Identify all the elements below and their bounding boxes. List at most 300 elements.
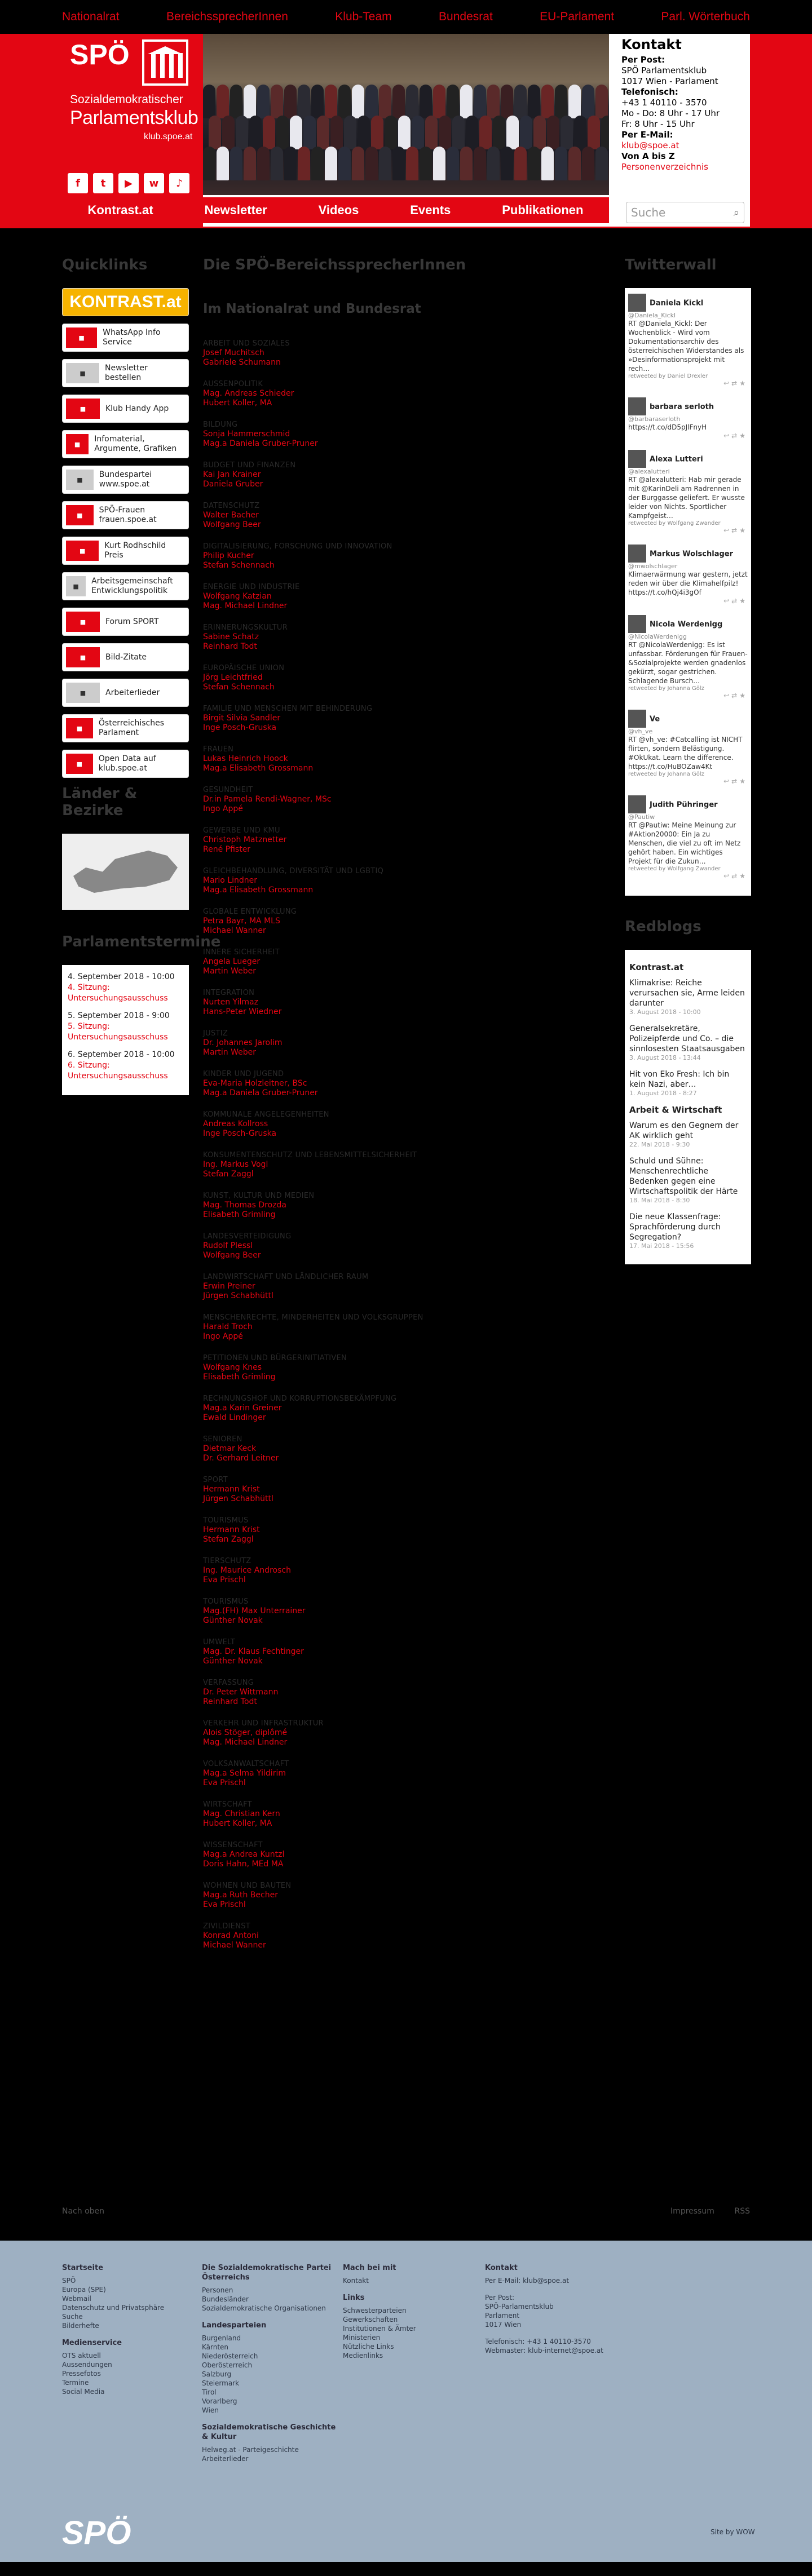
quicklink-item[interactable] <box>62 750 189 778</box>
footer-link[interactable]: Helweg.at - Parteigeschichte <box>202 2446 299 2454</box>
spokesperson-link[interactable]: Eva-Maria Holzleitner, BSc <box>203 1079 307 1088</box>
reply-icon[interactable]: ↩ <box>723 872 732 880</box>
spokesperson-link[interactable]: Gabriele Schumann <box>203 358 281 367</box>
footer-link[interactable]: Europa (SPE) <box>62 2286 106 2294</box>
youtube-icon[interactable]: ▶ <box>118 173 139 193</box>
tweet-item <box>628 397 748 440</box>
tweet-handle[interactable]: @vh_ve <box>628 728 653 735</box>
like-icon[interactable]: ★ <box>739 872 748 880</box>
spokesperson-link[interactable]: Stefan Zaggl <box>203 1535 254 1544</box>
footer-heading[interactable]: Kontakt <box>485 2264 518 2272</box>
tweet-text: https://t.co/dD5pJlFnyH <box>628 423 707 431</box>
spokesperson-link[interactable]: Angela Lueger <box>203 957 261 966</box>
like-icon[interactable]: ★ <box>739 432 748 440</box>
footer-link[interactable]: Arbeiterlieder <box>202 2455 249 2463</box>
spokesperson-link[interactable]: Mag.a Andrea Kuntzl <box>203 1850 285 1859</box>
spokesperson-link[interactable]: Mag. Christian Kern <box>203 1809 280 1818</box>
quicklink-label: Open Data auf klub.spoe.at <box>98 754 156 773</box>
redblog-post-link[interactable]: Schuld und Sühne: Menschenrechtliche Bedenken gegen eine Wirtschaftspolitik der Härte <box>629 1157 738 1196</box>
quicklink-label: Bundespartei www.spoe.at <box>99 470 152 489</box>
footer-link[interactable]: SPÖ-Parlamentsklub <box>485 2303 554 2311</box>
spokesperson-link[interactable]: Mag.a Selma Yildirim <box>203 1769 286 1778</box>
reply-icon[interactable]: ↩ <box>723 379 732 387</box>
like-icon[interactable]: ★ <box>739 692 748 700</box>
topnav-klub-team[interactable]: Klub-Team <box>335 10 392 23</box>
spokesperson-link[interactable]: Hermann Krist <box>203 1485 260 1494</box>
avatar[interactable] <box>628 397 646 415</box>
reply-icon[interactable]: ↩ <box>723 526 732 534</box>
quicklink-item[interactable] <box>62 501 189 529</box>
termin-text[interactable]: 6. Sitzung: Untersuchungsausschuss <box>68 1061 168 1081</box>
footer-link[interactable]: Telefonisch: +43 1 40110-3570 <box>485 2338 591 2345</box>
spokesperson-link[interactable]: Erwin Preiner <box>203 1282 255 1291</box>
footer-link[interactable]: Salzburg <box>202 2370 232 2378</box>
spokesperson-link[interactable]: Eva Prischl <box>203 1575 246 1584</box>
area-category: FRAUEN <box>203 745 234 754</box>
area-category: TOURISMUS <box>203 1516 249 1525</box>
quicklink-item[interactable] <box>62 430 189 458</box>
search-placeholder: Suche <box>631 206 666 219</box>
kontakt-tel[interactable]: +43 1 40110 - 3570 <box>621 98 707 108</box>
area-block <box>203 1232 575 1260</box>
retweet-icon[interactable]: ⇄ <box>731 777 740 785</box>
area-category: WOHNEN UND BAUTEN <box>203 1882 292 1890</box>
spokesperson-link[interactable]: Martin Weber <box>203 1048 257 1057</box>
retweet-icon[interactable]: ⇄ <box>731 692 740 700</box>
tweet-item <box>628 450 748 534</box>
tweet-handle[interactable]: @alexalutteri <box>628 468 670 475</box>
spokesperson-link[interactable]: Günther Novak <box>203 1657 263 1666</box>
quicklink-label: Arbeitsgemeinschaft Entwicklungspolitik <box>91 577 173 595</box>
avatar[interactable] <box>628 545 646 563</box>
redblog-post-date: 18. Mai 2018 - 8:30 <box>629 1197 690 1204</box>
footer-link[interactable]: Pressefotos <box>62 2370 101 2378</box>
spokesperson-link[interactable]: Jürgen Schabhüttl <box>203 1494 273 1503</box>
spokesperson-link[interactable]: Wolfgang Knes <box>203 1363 262 1372</box>
spokesperson-link[interactable]: Hans-Peter Wiedner <box>203 1007 282 1016</box>
footer-link[interactable]: Aussendungen <box>62 2361 112 2369</box>
area-category: VERKEHR UND INFRASTRUKTUR <box>203 1719 324 1728</box>
spokesperson-link[interactable]: Michael Wanner <box>203 1941 266 1950</box>
quicklink-label: Arbeiterlieder <box>105 688 160 697</box>
group-icon: ■ <box>66 576 86 596</box>
area-block <box>203 1475 575 1504</box>
like-icon[interactable]: ★ <box>739 379 748 387</box>
topnav-bereichssprecher[interactable]: BereichssprecherInnen <box>166 10 288 23</box>
spokesperson-link[interactable]: Jörg Leichtfried <box>203 673 263 682</box>
spokesperson-link[interactable]: Jürgen Schabhüttl <box>203 1291 273 1300</box>
spokesperson-link[interactable]: Wolfgang Beer <box>203 1251 261 1260</box>
area-block <box>203 948 575 976</box>
area-category: RECHNUNGSHOF UND KORRUPTIONSBEKÄMPFUNG <box>203 1395 397 1403</box>
footer-heading[interactable]: Medienservice <box>62 2339 122 2347</box>
spokesperson-link[interactable]: Wolfgang Katzian <box>203 592 272 601</box>
redblog-section-title[interactable]: Arbeit & Wirtschaft <box>629 1105 722 1115</box>
main-content <box>0 228 812 2241</box>
spokesperson-link[interactable]: Stefan Zaggl <box>203 1170 254 1179</box>
spokesperson-link[interactable]: Martin Weber <box>203 967 257 976</box>
rss-link[interactable]: RSS <box>734 2207 750 2216</box>
tweet-author[interactable]: Daniela Kickl <box>650 299 704 308</box>
quicklink-label: Newsletter bestellen <box>105 364 148 382</box>
area-block <box>203 988 575 1017</box>
quicklink-item[interactable] <box>62 679 189 707</box>
termin-item[interactable] <box>68 1011 183 1043</box>
spokesperson-link[interactable]: Ing. Maurice Androsch <box>203 1566 291 1575</box>
search-icon[interactable]: ⌕ <box>733 206 739 219</box>
redblog-post-date: 22. Mai 2018 - 9:30 <box>629 1141 690 1148</box>
quicklink-label: Infomaterial, Argumente, Grafiken <box>94 435 177 453</box>
quicklink-item[interactable] <box>62 608 189 636</box>
spokesperson-link[interactable]: Mag. Andreas Schieder <box>203 389 294 398</box>
redblog-post-link[interactable]: Generalsekretäre, Polizeipferde und Co. – die sinnlosesten Staatsausgaben <box>629 1024 745 1054</box>
quicklink-label: WhatsApp Info Service <box>103 328 161 347</box>
footer-link[interactable]: Per Post: <box>485 2294 515 2301</box>
footer-link[interactable]: Parlament <box>485 2312 520 2320</box>
footer-link[interactable]: Burgenland <box>202 2334 241 2342</box>
kontakt-mail-link[interactable]: klub@spoe.at <box>621 140 679 151</box>
spokesperson-link[interactable]: Nurten Yilmaz <box>203 998 258 1007</box>
quicklink-kontrast[interactable] <box>62 288 189 316</box>
termin-item[interactable] <box>68 972 183 1004</box>
topnav-woerterbuch[interactable]: Parl. Wörterbuch <box>661 10 750 23</box>
spokesperson-link[interactable]: Walter Bacher <box>203 511 259 520</box>
termin-item[interactable] <box>68 1050 183 1082</box>
kontakt-post-1: SPÖ Parlamentsklub <box>621 65 707 76</box>
footer-link[interactable]: Datenschutz und Privatsphäre <box>62 2304 165 2312</box>
footer-link[interactable]: Niederösterreich <box>202 2352 258 2360</box>
topnav-nationalrat[interactable]: Nationalrat <box>62 10 120 23</box>
quicklink-item[interactable] <box>62 466 189 494</box>
facebook-icon[interactable]: f <box>68 173 88 193</box>
area-category: FAMILIE UND MENSCHEN MIT BEHINDERUNG <box>203 705 373 713</box>
footer-link[interactable]: Bilderhefte <box>62 2322 99 2330</box>
reply-icon[interactable]: ↩ <box>723 597 732 605</box>
spokesperson-link[interactable]: Mag.a Daniela Gruber-Pruner <box>203 439 318 448</box>
tweet-handle[interactable]: @Daniela_Kickl <box>628 312 676 319</box>
spokesperson-link[interactable]: Inge Posch-Gruska <box>203 1129 277 1138</box>
spokesperson-link[interactable]: Dr.in Pamela Rendi-Wagner, MSc <box>203 795 332 804</box>
spokesperson-link[interactable]: Harald Troch <box>203 1322 253 1331</box>
quicklink-item[interactable] <box>62 572 189 600</box>
spokesperson-link[interactable]: Eva Prischl <box>203 1778 246 1787</box>
tweet-actions <box>628 777 748 785</box>
spoe-icon: ■ <box>66 470 94 490</box>
spokesperson-link[interactable]: Rudolf Plessl <box>203 1241 253 1250</box>
area-block <box>203 907 575 936</box>
nav-publikationen[interactable]: Publikationen <box>502 203 584 217</box>
area-category: DIGITALISIERUNG, FORSCHUNG UND INNOVATION <box>203 542 392 551</box>
footer-heading[interactable]: Landesparteien <box>202 2321 267 2330</box>
spokesperson-link[interactable]: Ewald Lindinger <box>203 1413 266 1422</box>
redblog-post-link[interactable]: Die neue Klassenfrage: Sprachförderung durch Segregation? <box>629 1212 721 1242</box>
area-block <box>203 704 575 733</box>
area-block <box>203 1719 575 1747</box>
spokesperson-link[interactable]: Hermann Krist <box>203 1525 260 1534</box>
area-category: TOURISMUS <box>203 1597 249 1606</box>
spokesperson-link[interactable]: Stefan Schennach <box>203 561 275 570</box>
footer-link[interactable]: Webmaster: klub-internet@spoe.at <box>485 2347 603 2354</box>
footer-link[interactable]: Webmail <box>62 2295 91 2303</box>
footer-link[interactable]: Schwesterparteien <box>343 2307 407 2314</box>
footer-link[interactable]: SPÖ <box>62 2277 76 2285</box>
quicklink-label: SPÖ-Frauen frauen.spoe.at <box>99 506 157 524</box>
redblog-post-link[interactable]: Hit von Eko Fresh: Ich bin kein Nazi, aber… <box>629 1070 730 1089</box>
retweet-icon[interactable]: ⇄ <box>731 379 740 387</box>
like-icon[interactable]: ★ <box>739 597 748 605</box>
like-icon[interactable]: ★ <box>739 526 748 534</box>
spokesperson-link[interactable]: Mag.(FH) Max Unterrainer <box>203 1606 306 1615</box>
footer-link[interactable]: Per E-Mail: klub@spoe.at <box>485 2277 570 2285</box>
footer-link[interactable]: Oberösterreich <box>202 2361 253 2369</box>
tweet-handle[interactable]: @mwolschlager <box>628 563 678 570</box>
spokesperson-link[interactable]: Ing. Markus Vogl <box>203 1160 268 1169</box>
phone-icon: ■ <box>66 399 100 419</box>
area-category: GEWERBE UND KMU <box>203 826 280 835</box>
search-input[interactable] <box>626 202 744 223</box>
spokesperson-link[interactable]: Dr. Johannes Jarolim <box>203 1038 283 1047</box>
spokesperson-link[interactable]: Dr. Peter Wittmann <box>203 1688 279 1697</box>
spokesperson-link[interactable]: Mag. Thomas Drozda <box>203 1201 287 1210</box>
footer-heading[interactable]: Mach bei mit <box>343 2264 396 2272</box>
avatar[interactable] <box>628 294 646 312</box>
spokesperson-link[interactable]: Inge Posch-Gruska <box>203 723 277 732</box>
spokesperson-link[interactable]: Birgit Silvia Sandler <box>203 714 281 723</box>
spokesperson-link[interactable]: Hubert Koller, MA <box>203 1819 272 1828</box>
tweet-author[interactable]: Nicola Werdenigg <box>650 620 723 629</box>
kontrast-logo: KONTRAST.at <box>69 293 182 311</box>
area-category: INTEGRATION <box>203 989 255 997</box>
logo-word: SPÖ <box>70 39 130 70</box>
footer-link[interactable]: Wien <box>202 2406 219 2414</box>
footer-heading[interactable]: Die Sozialdemokratische Partei Österreichs <box>202 2264 332 2282</box>
twitter-icon[interactable]: t <box>93 173 113 193</box>
redblog-section-title[interactable]: Kontrast.at <box>629 962 684 972</box>
spokesperson-link[interactable]: Günther Novak <box>203 1616 263 1625</box>
kontakt-title: Kontakt <box>621 37 682 52</box>
spokesperson-link[interactable]: Ingo Appé <box>203 1332 243 1341</box>
nav-newsletter[interactable]: Newsletter <box>204 203 267 217</box>
area-block <box>203 1840 575 1869</box>
area-block <box>203 623 575 652</box>
footer-link[interactable]: Institutionen & Ämter <box>343 2325 416 2332</box>
spokesperson-link[interactable]: Eva Prischl <box>203 1900 246 1909</box>
area-category: KONSUMENTENSCHUTZ UND LEBENSMITTELSICHERHEIT <box>203 1151 417 1159</box>
footer-link[interactable]: Nützliche Links <box>343 2343 394 2351</box>
info-icon: ■ <box>66 434 89 454</box>
redblog-post-date: 17. Mai 2018 - 15:56 <box>629 1242 694 1250</box>
spokesperson-link[interactable]: Mag. Dr. Klaus Fechtinger <box>203 1647 304 1656</box>
footer-top <box>62 2207 750 2216</box>
spokesperson-link[interactable]: Hubert Koller, MA <box>203 399 272 408</box>
tweet-text: RT @alexalutteri: Hab mir gerade mit @KarinDeli am Radrennen in der Burggasse geliefert. Er wusste leider von Nichts. Sportlicher Kampfgeist… <box>628 476 745 520</box>
tweet-author[interactable]: Markus Wolschlager <box>650 550 734 559</box>
spokesperson-link[interactable]: Michael Wanner <box>203 926 266 935</box>
spokesperson-link[interactable]: Konrad Antoni <box>203 1931 259 1940</box>
spokesperson-link[interactable]: Stefan Schennach <box>203 683 275 692</box>
tweet-actions <box>628 872 748 880</box>
back-to-top-link[interactable]: Nach oben <box>62 2207 105 2216</box>
footer-link[interactable]: Sozialdemokratische Organisationen <box>202 2304 326 2312</box>
quicklink-item[interactable] <box>62 714 189 742</box>
spokesperson-link[interactable]: Mag.a Daniela Gruber-Pruner <box>203 1088 318 1097</box>
quicklink-item[interactable] <box>62 395 189 423</box>
spokesperson-link[interactable]: Sonja Hammerschmid <box>203 430 290 439</box>
spokesperson-link[interactable]: Kai Jan Krainer <box>203 470 261 479</box>
quicklink-item[interactable] <box>62 537 189 565</box>
tweet-author[interactable]: Ve <box>650 715 660 724</box>
area-block <box>203 1394 575 1423</box>
tweet-handle[interactable]: @barbaraserloth <box>628 415 681 423</box>
logo-line-2: Parlamentsklub <box>70 107 198 129</box>
spokesperson-link[interactable]: Elisabeth Grimling <box>203 1210 276 1219</box>
avatar[interactable] <box>628 615 646 633</box>
redblog-post-date: 3. August 2018 - 10:00 <box>629 1008 701 1016</box>
spokesperson-link[interactable]: Mag. Michael Lindner <box>203 601 288 610</box>
spokesperson-link[interactable]: Mag.a Karin Greiner <box>203 1404 282 1413</box>
spokesperson-link[interactable]: Reinhard Todt <box>203 642 257 651</box>
quicklink-label: Klub Handy App <box>105 404 169 413</box>
area-block <box>203 1313 575 1342</box>
footer-heading[interactable]: Startseite <box>62 2264 104 2272</box>
nav-videos[interactable]: Videos <box>318 203 359 217</box>
spokesperson-link[interactable]: Petra Bayr, MA MLS <box>203 917 280 926</box>
spokesperson-link[interactable]: Mag.a Elisabeth Grossmann <box>203 764 314 773</box>
redblog-post-link[interactable]: Warum es den Gegnern der AK wirklich geht <box>629 1121 739 1140</box>
retweet-icon[interactable]: ⇄ <box>731 526 740 534</box>
austria-map[interactable] <box>62 834 189 910</box>
footer-col-1 <box>62 2263 203 2404</box>
spokesperson-link[interactable]: Dietmar Keck <box>203 1444 257 1453</box>
area-category: BUDGET UND FINANZEN <box>203 461 296 470</box>
spokesperson-link[interactable]: Mario Lindner <box>203 876 258 885</box>
area-category: EUROPÄISCHE UNION <box>203 664 285 672</box>
kontakt-az-link[interactable]: Personenverzeichnis <box>621 162 708 172</box>
reply-icon[interactable]: ↩ <box>723 432 732 440</box>
footer-link[interactable]: Vorarlberg <box>202 2397 237 2405</box>
footer-link[interactable]: OTS aktuell <box>62 2352 101 2360</box>
area-category: UMWELT <box>203 1638 235 1646</box>
avatar[interactable] <box>628 450 646 468</box>
avatar[interactable] <box>628 710 646 728</box>
footer-link[interactable]: Personen <box>202 2286 233 2294</box>
spokesperson-link[interactable]: Philip Kucher <box>203 551 254 560</box>
footer-heading[interactable]: Links <box>343 2294 365 2302</box>
spokesperson-link[interactable]: Ingo Appé <box>203 804 243 813</box>
topnav-eu-parlament[interactable]: EU-Parlament <box>540 10 615 23</box>
footer-link[interactable]: Ministerien <box>343 2334 381 2342</box>
spokesperson-link[interactable]: Wolfgang Beer <box>203 520 261 529</box>
reply-icon[interactable]: ↩ <box>723 692 732 700</box>
spokesperson-link[interactable]: Christoph Matznetter <box>203 835 287 844</box>
area-block <box>203 1516 575 1544</box>
footer-link[interactable]: Gewerkschaften <box>343 2316 398 2323</box>
footer-link[interactable]: Termine <box>62 2379 89 2387</box>
quicklink-item[interactable] <box>62 324 189 352</box>
retweet-icon[interactable]: ⇄ <box>731 872 740 880</box>
footer-heading[interactable]: Sozialdemokratische Geschichte & Kultur <box>202 2423 336 2441</box>
whatsapp-icon[interactable]: w <box>144 173 164 193</box>
main-navigation <box>62 197 609 223</box>
group-photo <box>203 34 609 195</box>
area-block <box>203 1759 575 1788</box>
spokesperson-link[interactable]: Mag. Michael Lindner <box>203 1738 288 1747</box>
termin-text[interactable]: 4. Sitzung: Untersuchungsausschuss <box>68 983 168 1003</box>
avatar[interactable] <box>628 795 646 813</box>
footer-link[interactable]: Kontakt <box>343 2277 369 2285</box>
area-category: KUNST, KULTUR UND MEDIEN <box>203 1192 315 1200</box>
like-icon[interactable]: ★ <box>739 777 748 785</box>
spokesperson-link[interactable]: Daniela Gruber <box>203 480 263 489</box>
tweet-author[interactable]: Alexa Lutteri <box>650 455 703 464</box>
footer-logo[interactable]: SPÖ <box>62 2515 131 2551</box>
quicklink-item[interactable] <box>62 643 189 671</box>
kontakt-box <box>621 39 750 172</box>
tweet-actions <box>628 432 748 440</box>
footer-credit[interactable]: Site by WOW <box>710 2528 755 2536</box>
footer-col-3 <box>343 2263 484 2368</box>
spokesperson-link[interactable]: Dr. Gerhard Leitner <box>203 1454 279 1463</box>
spokesperson-link[interactable]: Mag.a Elisabeth Grossmann <box>203 886 314 895</box>
tweet-author[interactable]: Judith Pühringer <box>650 800 718 809</box>
spokesperson-link[interactable]: Reinhard Todt <box>203 1697 257 1706</box>
nav-kontrast[interactable]: Kontrast.at <box>87 203 153 217</box>
footer-link[interactable]: Bundesländer <box>202 2295 249 2303</box>
spokesperson-link[interactable]: Mag.a Ruth Becher <box>203 1891 278 1900</box>
spokesperson-link[interactable]: Lukas Heinrich Hoock <box>203 754 288 763</box>
quicklink-label: Forum SPORT <box>105 617 159 626</box>
tweet-item <box>628 615 748 700</box>
footer-link[interactable]: Suche <box>62 2313 83 2321</box>
area-category: SPORT <box>203 1476 228 1484</box>
area-block <box>203 1150 575 1179</box>
imprint-link[interactable]: Impressum <box>670 2207 714 2216</box>
topnav-bundesrat[interactable]: Bundesrat <box>439 10 493 23</box>
spokesperson-link[interactable]: Elisabeth Grimling <box>203 1373 276 1382</box>
redblogs-title: Redblogs <box>625 918 701 935</box>
footer-link[interactable]: Steiermark <box>202 2379 240 2387</box>
retweet-icon[interactable]: ⇄ <box>731 432 740 440</box>
nav-events[interactable]: Events <box>410 203 451 217</box>
quicklink-item[interactable] <box>62 359 189 387</box>
spokesperson-link[interactable]: Josef Muchitsch <box>203 348 264 357</box>
tweet-text: RT @Daniela_Kickl: Der Wochenblick - Wird vom Dokumentationsarchiv des österreichischen Widerstandes als »Desinformationsprojekt mit rech… <box>628 320 744 373</box>
tweet-actions <box>628 379 748 387</box>
area-block <box>203 1922 575 1950</box>
spokesperson-link[interactable]: Alois Stöger, diplômé <box>203 1728 288 1737</box>
retweet-icon[interactable]: ⇄ <box>731 597 740 605</box>
spokesperson-link[interactable]: Sabine Schatz <box>203 632 259 641</box>
spokesperson-link[interactable]: Doris Hahn, MEd MA <box>203 1860 284 1869</box>
music-icon[interactable]: ♪ <box>169 173 189 193</box>
footer-link[interactable]: Tirol <box>202 2388 217 2396</box>
footer-link[interactable]: Social Media <box>62 2388 105 2396</box>
tweet-author[interactable]: barbara serloth <box>650 402 714 411</box>
spokesperson-link[interactable]: René Pfister <box>203 845 251 854</box>
reply-icon[interactable]: ↩ <box>723 777 732 785</box>
footer-link[interactable]: 1017 Wien <box>485 2321 522 2329</box>
footer-link[interactable]: Medienlinks <box>343 2352 383 2360</box>
tweet-handle[interactable]: @Pautiw <box>628 813 655 821</box>
award-icon: ■ <box>66 541 99 561</box>
tweet-handle[interactable]: @NicolaWerdenigg <box>628 633 687 640</box>
tweet-item <box>628 795 748 880</box>
termin-text[interactable]: 5. Sitzung: Untersuchungsausschuss <box>68 1022 168 1042</box>
redblog-post-link[interactable]: Klimakrise: Reiche verursachen sie, Arme leiden darunter <box>629 979 745 1008</box>
spokesperson-link[interactable]: Andreas Kollross <box>203 1119 268 1128</box>
area-block <box>203 582 575 611</box>
footer-link[interactable]: Kärnten <box>202 2343 229 2351</box>
